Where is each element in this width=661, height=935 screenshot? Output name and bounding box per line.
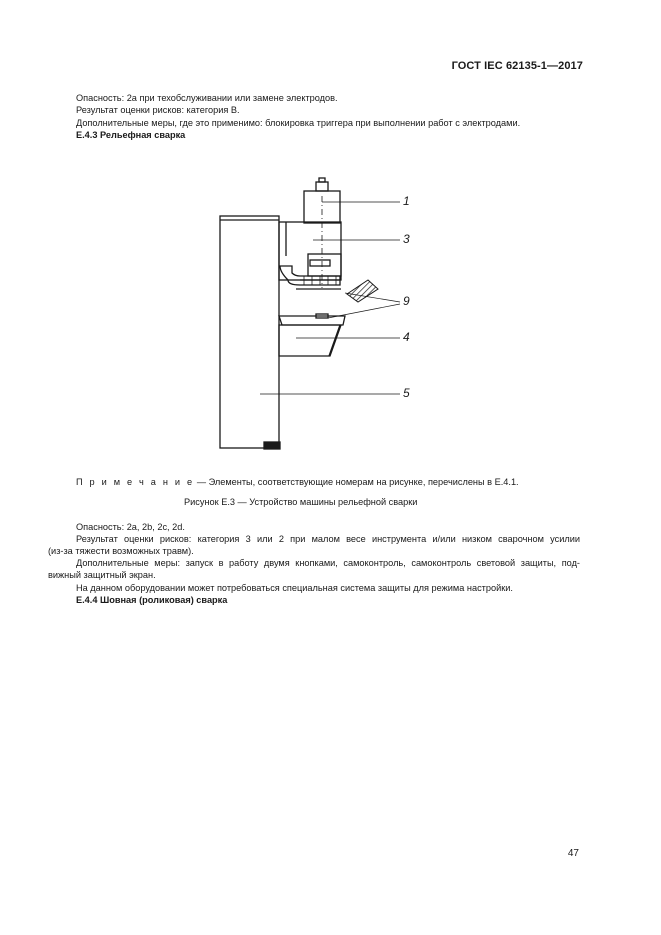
- lower-platen: [279, 316, 345, 325]
- figure-note: [76, 476, 519, 488]
- callout-5: 5: [403, 386, 410, 400]
- machine-frame: [220, 216, 279, 448]
- body-risk-line1: Результат оценки рисков: категория 3 или 2 при малом весе инструмента и/или низком сварочном усилии: [76, 534, 580, 544]
- callout-1: 1: [403, 194, 410, 208]
- intro-risk: Результат оценки рисков: категория В.: [76, 105, 240, 115]
- section-heading-e44: Е.4.4 Шовная (роликовая) сварка: [76, 595, 228, 605]
- body-measures-line1: Дополнительные меры: запуск в работу двумя кнопками, самоконтроль, самоконтроль световой защиты, под-: [76, 558, 580, 568]
- section-heading-e43: Е.4.3 Рельефная сварка: [76, 130, 186, 140]
- callout-9: 9: [403, 294, 410, 308]
- standard-header: ГОСТ IEC 62135-1—2017: [451, 60, 583, 72]
- figure-e3: [200, 168, 440, 458]
- body-hazard: Опасность: 2а, 2b, 2с, 2d.: [76, 522, 185, 532]
- note-prefix: П р и м е ч а н и е: [76, 477, 195, 487]
- note-text: — Элементы, соответствующие номерам на рисунке, перечислены в Е.4.1.: [196, 477, 519, 487]
- body-risk-line2: (из-за тяжести возможных травм).: [48, 546, 194, 556]
- lower-bracket: [279, 325, 341, 356]
- projection-welding-machine-drawing: [200, 168, 440, 458]
- page-number: 47: [567, 848, 579, 859]
- callout-4: 4: [403, 330, 410, 344]
- body-setup: На данном оборудовании может потребоваться специальная система защиты для режима настройки.: [76, 583, 513, 593]
- body-measures-line2: вижный защитный экран.: [48, 570, 156, 580]
- intro-hazard: Опасность: 2а при техобслуживании или замене электродов.: [76, 93, 338, 103]
- upper-head: [279, 222, 341, 280]
- intro-measures: Дополнительные меры, где это применимо: блокировка триггера при выполнении работ с электродами.: [76, 118, 521, 128]
- workpiece: [347, 280, 378, 302]
- leader-9b: [328, 304, 400, 318]
- figure-caption: Рисунок Е.3 — Устройство машины рельефной сварки: [184, 497, 418, 507]
- callout-3: 3: [403, 232, 410, 246]
